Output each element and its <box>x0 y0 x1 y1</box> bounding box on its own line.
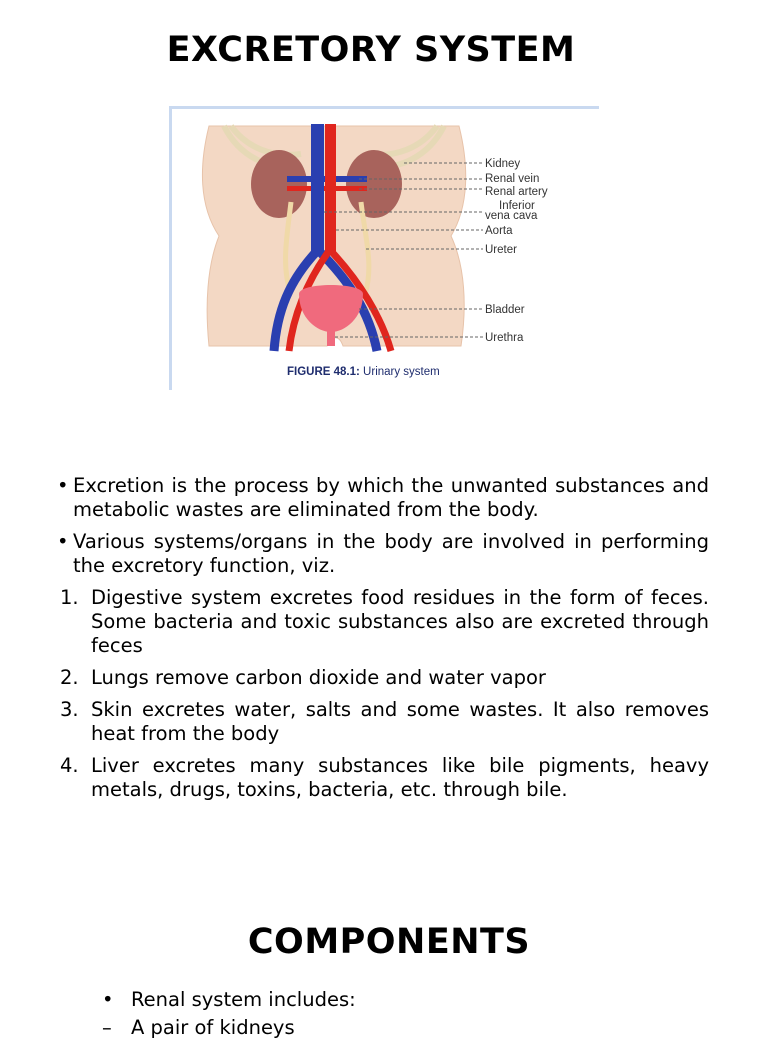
figure-caption-text: Urinary system <box>359 366 440 378</box>
bullet-text: Excretion is the process by which the unwanted substances and metabolic wastes are eliminated from the body. <box>73 474 709 521</box>
content-body <box>57 474 709 810</box>
label-renal-vein: Renal vein <box>485 173 540 185</box>
numbered-text: Skin excretes water, salts and some wastes. It also removes heat from the body <box>91 698 709 745</box>
bullet-item <box>57 530 709 578</box>
label-vena-cava: vena cava <box>485 210 538 222</box>
numbered-text: Lungs remove carbon dioxide and water vapor <box>91 666 546 689</box>
label-bladder: Bladder <box>485 304 525 316</box>
components-subitem <box>102 1016 356 1044</box>
numbered-item <box>57 754 709 802</box>
numbered-item <box>57 666 709 690</box>
label-aorta: Aorta <box>485 225 513 237</box>
number-marker: 4. <box>60 754 79 777</box>
bullet-marker: • <box>57 474 69 497</box>
number-marker: 2. <box>60 666 79 689</box>
vena-cava <box>311 124 324 254</box>
numbered-item <box>57 698 709 746</box>
left-kidney <box>251 150 307 218</box>
urinary-system-diagram <box>169 106 599 390</box>
numbered-text: Liver excretes many substances like bile pigments, heavy metals, drugs, toxins, bacteria, etc. through bile. <box>91 754 709 801</box>
svg-text:FIGURE 48.1: Urinary system <box>287 366 440 378</box>
components-list <box>102 988 356 1044</box>
number-marker: 3. <box>60 698 79 721</box>
page-title: EXCRETORY SYSTEM <box>166 30 576 70</box>
dash-marker: – <box>102 1016 112 1039</box>
bullet-marker: • <box>102 988 114 1011</box>
label-kidney: Kidney <box>485 158 521 170</box>
right-kidney <box>346 150 402 218</box>
urethra <box>327 330 335 346</box>
components-text: Renal system includes: <box>131 988 356 1011</box>
urinary-system-figure <box>169 106 599 390</box>
section-title-components: COMPONENTS <box>247 922 531 962</box>
aorta <box>325 124 336 254</box>
numbered-item <box>57 586 709 658</box>
numbered-text: Digestive system excretes food residues in the form of feces. Some bacteria and toxic substances also are excreted through feces <box>91 586 709 657</box>
number-marker: 1. <box>60 586 79 609</box>
label-ureter: Ureter <box>485 244 517 256</box>
label-urethra: Urethra <box>485 332 524 344</box>
bullet-item <box>57 474 709 522</box>
bullet-text: Various systems/organs in the body are involved in performing the excretory function, viz. <box>73 530 709 577</box>
components-subtext: A pair of kidneys <box>131 1016 295 1039</box>
figure-caption-bold: FIGURE 48.1: <box>287 366 360 378</box>
label-renal-artery: Renal artery <box>485 186 548 198</box>
components-item <box>102 988 356 1016</box>
bullet-marker: • <box>57 530 69 553</box>
label-inferior: Inferior <box>499 200 535 212</box>
